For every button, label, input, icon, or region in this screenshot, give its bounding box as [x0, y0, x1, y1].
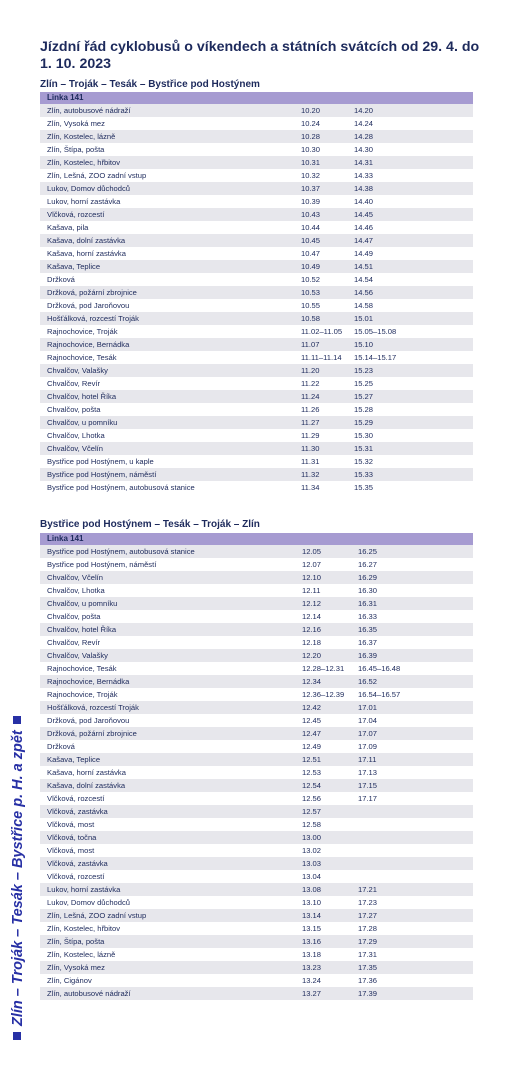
square-bullet-icon: [13, 1032, 21, 1040]
stop-name: Zlín, Lešná, ZOO zadní vstup: [47, 171, 147, 180]
departure-time-1: 12.05: [302, 547, 322, 556]
timetable-row: [40, 974, 473, 987]
stop-name: Chvalčov, hotel Říka: [47, 625, 117, 634]
departure-time-1: 11.34: [301, 483, 320, 492]
departure-time-2: 15.29: [354, 418, 374, 427]
departure-time-2: 16.39: [358, 651, 378, 660]
departure-time-2: 17.11: [358, 755, 377, 764]
timetable-row: [40, 182, 473, 195]
side-route-text: Zlín – Troják – Tesák – Bystřice p. H. a zpět: [10, 730, 26, 1026]
departure-time-2: 16.31: [358, 599, 378, 608]
departure-time-2: 17.29: [358, 937, 378, 946]
departure-time-1: 12.57: [302, 807, 322, 816]
departure-time-2: 15.31: [354, 444, 374, 453]
stop-name: Rajnochovice, Bernádka: [47, 677, 130, 686]
timetable-row: [40, 831, 473, 844]
departure-time-1: 10.28: [301, 132, 321, 141]
departure-time-1: 11.02–11.05: [301, 327, 343, 336]
departure-time-1: 12.10: [302, 573, 322, 582]
departure-time-2: 17.01: [358, 703, 378, 712]
departure-time-1: 10.30: [301, 145, 321, 154]
timetable-row: [40, 896, 473, 909]
return-rows: [40, 545, 473, 1000]
timetable-row: [40, 597, 473, 610]
outbound-timetable: [40, 92, 473, 494]
stop-name: Držková: [47, 742, 75, 751]
departure-time-1: 12.18: [302, 638, 322, 647]
timetable-row: [40, 429, 473, 442]
departure-time-2: 16.37: [358, 638, 378, 647]
departure-time-1: 11.30: [301, 444, 320, 453]
timetable-row: [40, 221, 473, 234]
departure-time-1: 13.27: [302, 989, 322, 998]
stop-name: Chvalčov, hotel Říka: [47, 392, 117, 401]
stop-name: Kašava, Teplice: [47, 262, 101, 271]
return-timetable: [40, 533, 473, 1000]
departure-time-1: 10.52: [301, 275, 321, 284]
departure-time-2: 17.07: [358, 729, 378, 738]
stop-name: Chvalčov, Valašky: [47, 651, 108, 660]
timetable-row: [40, 610, 473, 623]
departure-time-1: 12.14: [302, 612, 322, 621]
timetable-row: [40, 403, 473, 416]
departure-time-2: 17.31: [358, 950, 378, 959]
stop-name: Lukov, horní zastávka: [47, 197, 121, 206]
departure-time-1: 10.45: [301, 236, 321, 245]
side-route-label: [8, 716, 28, 1040]
timetable-row: [40, 312, 473, 325]
timetable-row: [40, 377, 473, 390]
departure-time-2: 15.14–15.17: [354, 353, 397, 362]
departure-time-2: 15.30: [354, 431, 374, 440]
stop-name: Rajnochovice, Bernádka: [47, 340, 130, 349]
departure-time-2: 17.36: [358, 976, 378, 985]
stop-name: Rajnochovice, Troják: [47, 327, 118, 336]
departure-time-1: 13.10: [302, 898, 322, 907]
departure-time-2: 16.25: [358, 547, 378, 556]
stop-name: Vlčková, rozcestí: [47, 872, 105, 881]
stop-name: Zlín, autobusové nádraží: [47, 989, 131, 998]
timetable-row: [40, 195, 473, 208]
departure-time-1: 12.34: [302, 677, 322, 686]
timetable-row: [40, 390, 473, 403]
departure-time-2: 17.21: [358, 885, 378, 894]
departure-time-2: 14.24: [354, 119, 374, 128]
departure-time-1: 13.03: [302, 859, 322, 868]
departure-time-2: 14.31: [354, 158, 374, 167]
departure-time-2: 15.35: [354, 483, 374, 492]
timetable-row: [40, 299, 473, 312]
departure-time-1: 13.16: [302, 937, 322, 946]
timetable-row: [40, 143, 473, 156]
stop-name: Zlín, Štípa, pošta: [47, 937, 105, 946]
stop-name: Vlčková, rozcestí: [47, 210, 105, 219]
departure-time-1: 10.37: [301, 184, 321, 193]
departure-time-2: 14.45: [354, 210, 374, 219]
departure-time-1: 13.18: [302, 950, 322, 959]
departure-time-1: 10.53: [301, 288, 321, 297]
departure-time-1: 12.16: [302, 625, 322, 634]
departure-time-1: 12.11: [302, 586, 321, 595]
stop-name: Lukov, Domov důchodců: [47, 184, 131, 193]
departure-time-1: 10.24: [301, 119, 321, 128]
departure-time-2: 15.05–15.08: [354, 327, 397, 336]
timetable-row: [40, 701, 473, 714]
stop-name: Bystřice pod Hostýnem, autobusová stanice: [47, 483, 195, 492]
timetable-row: [40, 247, 473, 260]
timetable-row: [40, 623, 473, 636]
stop-name: Kašava, horní zastávka: [47, 249, 126, 258]
timetable-row: [40, 844, 473, 857]
departure-time-1: 11.20: [301, 366, 320, 375]
departure-time-1: 11.27: [301, 418, 320, 427]
departure-time-2: 17.35: [358, 963, 378, 972]
outbound-route-title: Zlín – Troják – Tesák – Bystřice pod Hostýnem: [40, 79, 260, 90]
timetable-row: [40, 805, 473, 818]
timetable-row: [40, 351, 473, 364]
departure-time-2: 14.51: [354, 262, 374, 271]
departure-time-2: 14.58: [354, 301, 374, 310]
departure-time-2: 14.38: [354, 184, 374, 193]
departure-time-1: 13.15: [302, 924, 322, 933]
timetable-row: [40, 286, 473, 299]
departure-time-2: 15.25: [354, 379, 374, 388]
stop-name: Zlín, autobusové nádraží: [47, 106, 131, 115]
departure-time-1: 12.47: [302, 729, 322, 738]
departure-time-2: 14.40: [354, 197, 374, 206]
stop-name: Kašava, pila: [47, 223, 89, 232]
departure-time-1: 12.51: [302, 755, 322, 764]
departure-time-2: 16.54–16.57: [358, 690, 401, 699]
departure-time-1: 12.12: [302, 599, 322, 608]
departure-time-2: 14.56: [354, 288, 374, 297]
stop-name: Hošťálková, rozcestí Troják: [47, 314, 139, 323]
departure-time-2: 16.30: [358, 586, 378, 595]
departure-time-1: 11.07: [301, 340, 320, 349]
timetable-row: [40, 792, 473, 805]
departure-time-1: 10.58: [301, 314, 321, 323]
timetable-row: [40, 104, 473, 117]
timetable-row: [40, 442, 473, 455]
timetable-row: [40, 156, 473, 169]
departure-time-1: 13.08: [302, 885, 322, 894]
departure-time-1: 13.04: [302, 872, 322, 881]
departure-time-2: 16.29: [358, 573, 378, 582]
stop-name: Zlín, Kostelec, lázně: [47, 950, 116, 959]
departure-time-1: 10.47: [301, 249, 321, 258]
stop-name: Chvalčov, Lhotka: [47, 431, 105, 440]
departure-time-2: 17.28: [358, 924, 378, 933]
departure-time-1: 13.14: [302, 911, 322, 920]
stop-name: Rajnochovice, Tesák: [47, 353, 117, 362]
return-line-header: Linka 141: [40, 533, 473, 545]
stop-name: Držková: [47, 275, 75, 284]
timetable-row: [40, 169, 473, 182]
timetable-row: [40, 909, 473, 922]
stop-name: Rajnochovice, Troják: [47, 690, 118, 699]
timetable-row: [40, 727, 473, 740]
timetable-row: [40, 545, 473, 558]
timetable-row: [40, 857, 473, 870]
stop-name: Chvalčov, Včelín: [47, 444, 103, 453]
stop-name: Hošťálková, rozcestí Troják: [47, 703, 139, 712]
timetable-row: [40, 325, 473, 338]
timetable-row: [40, 208, 473, 221]
departure-time-2: 16.45–16.48: [358, 664, 401, 673]
departure-time-1: 12.53: [302, 768, 322, 777]
departure-time-1: 11.29: [301, 431, 320, 440]
departure-time-2: 17.27: [358, 911, 378, 920]
timetable-row: [40, 961, 473, 974]
departure-time-1: 13.02: [302, 846, 322, 855]
stop-name: Kašava, horní zastávka: [47, 768, 126, 777]
departure-time-2: 16.33: [358, 612, 378, 621]
departure-time-1: 12.36–12.39: [302, 690, 345, 699]
stop-name: Chvalčov, Lhotka: [47, 586, 105, 595]
stop-name: Držková, požární zbrojnice: [47, 729, 137, 738]
departure-time-2: 17.39: [358, 989, 378, 998]
departure-time-1: 10.49: [301, 262, 321, 271]
timetable-row: [40, 234, 473, 247]
stop-name: Držková, požární zbrojnice: [47, 288, 137, 297]
timetable-row: [40, 922, 473, 935]
departure-time-2: 14.20: [354, 106, 374, 115]
stop-name: Chvalčov, pošta: [47, 612, 101, 621]
timetable-row: [40, 779, 473, 792]
stop-name: Vlčková, točna: [47, 833, 97, 842]
stop-name: Bystřice pod Hostýnem, u kaple: [47, 457, 154, 466]
stop-name: Bystřice pod Hostýnem, náměstí: [47, 560, 157, 569]
departure-time-1: 11.11–11.14: [301, 353, 342, 362]
departure-time-2: 14.30: [354, 145, 374, 154]
timetable-row: [40, 688, 473, 701]
stop-name: Rajnochovice, Tesák: [47, 664, 117, 673]
departure-time-1: 10.44: [301, 223, 321, 232]
departure-time-2: 17.23: [358, 898, 378, 907]
stop-name: Držková, pod Jaroňovou: [47, 716, 130, 725]
departure-time-2: 16.27: [358, 560, 378, 569]
departure-time-1: 12.20: [302, 651, 322, 660]
departure-time-2: 17.09: [358, 742, 378, 751]
departure-time-2: 14.54: [354, 275, 374, 284]
stop-name: Vlčková, zastávka: [47, 807, 108, 816]
departure-time-1: 11.26: [301, 405, 320, 414]
departure-time-2: 17.15: [358, 781, 378, 790]
page-title: Jízdní řád cyklobusů o víkendech a státních svátcích od 29. 4. do 1. 10. 2023: [40, 39, 480, 72]
departure-time-1: 12.54: [302, 781, 322, 790]
timetable-row: [40, 935, 473, 948]
stop-name: Lukov, horní zastávka: [47, 885, 121, 894]
stop-name: Kašava, Teplice: [47, 755, 101, 764]
departure-time-1: 11.32: [301, 470, 320, 479]
stop-name: Chvalčov, Revír: [47, 638, 101, 647]
departure-time-2: 15.23: [354, 366, 374, 375]
timetable-row: [40, 740, 473, 753]
stop-name: Kašava, dolní zastávka: [47, 236, 126, 245]
departure-time-2: 15.27: [354, 392, 374, 401]
timetable-row: [40, 714, 473, 727]
departure-time-2: 15.01: [354, 314, 374, 323]
stop-name: Chvalčov, Včelín: [47, 573, 103, 582]
stop-name: Lukov, Domov důchodců: [47, 898, 131, 907]
departure-time-1: 12.45: [302, 716, 322, 725]
timetable-row: [40, 571, 473, 584]
stop-name: Chvalčov, Revír: [47, 379, 101, 388]
departure-time-2: 16.35: [358, 625, 378, 634]
timetable-row: [40, 675, 473, 688]
departure-time-1: 13.24: [302, 976, 322, 985]
timetable-row: [40, 260, 473, 273]
departure-time-2: 14.47: [354, 236, 374, 245]
stop-name: Chvalčov, Valašky: [47, 366, 108, 375]
stop-name: Zlín, Kostelec, hřbitov: [47, 924, 121, 933]
stop-name: Držková, pod Jaroňovou: [47, 301, 130, 310]
departure-time-1: 10.55: [301, 301, 321, 310]
timetable-row: [40, 338, 473, 351]
departure-time-1: 10.32: [301, 171, 321, 180]
stop-name: Chvalčov, u pomníku: [47, 599, 118, 608]
stop-name: Zlín, Vysoká mez: [47, 119, 105, 128]
departure-time-2: 17.04: [358, 716, 378, 725]
stop-name: Zlín, Kostelec, lázně: [47, 132, 116, 141]
departure-time-1: 10.31: [301, 158, 321, 167]
stop-name: Zlín, Lešná, ZOO zadní vstup: [47, 911, 147, 920]
departure-time-2: 14.46: [354, 223, 374, 232]
stop-name: Chvalčov, u pomníku: [47, 418, 118, 427]
stop-name: Zlín, Štípa, pošta: [47, 145, 105, 154]
departure-time-2: 15.32: [354, 457, 374, 466]
departure-time-1: 12.56: [302, 794, 322, 803]
timetable-row: [40, 766, 473, 779]
timetable-row: [40, 117, 473, 130]
stop-name: Vlčková, most: [47, 820, 95, 829]
departure-time-1: 11.31: [301, 457, 320, 466]
departure-time-1: 12.42: [302, 703, 322, 712]
departure-time-2: 17.17: [358, 794, 378, 803]
timetable-row: [40, 753, 473, 766]
timetable-row: [40, 636, 473, 649]
stop-name: Zlín, Kostelec, hřbitov: [47, 158, 121, 167]
outbound-line-header: Linka 141: [40, 92, 473, 104]
timetable-row: [40, 662, 473, 675]
timetable-row: [40, 948, 473, 961]
departure-time-2: 17.13: [358, 768, 378, 777]
departure-time-1: 12.49: [302, 742, 322, 751]
timetable-row: [40, 468, 473, 481]
stop-name: Vlčková, zastávka: [47, 859, 108, 868]
departure-time-2: 14.28: [354, 132, 374, 141]
departure-time-1: 13.00: [302, 833, 322, 842]
timetable-row: [40, 416, 473, 429]
timetable-row: [40, 987, 473, 1000]
square-bullet-icon: [13, 716, 21, 724]
timetable-row: [40, 364, 473, 377]
timetable-row: [40, 818, 473, 831]
departure-time-2: 15.33: [354, 470, 374, 479]
departure-time-1: 11.24: [301, 392, 320, 401]
outbound-rows: [40, 104, 473, 494]
departure-time-2: 14.33: [354, 171, 374, 180]
stop-name: Vlčková, rozcestí: [47, 794, 105, 803]
departure-time-1: 10.20: [301, 106, 321, 115]
timetable-row: [40, 558, 473, 571]
timetable-row: [40, 455, 473, 468]
departure-time-1: 12.07: [302, 560, 322, 569]
stop-name: Kašava, dolní zastávka: [47, 781, 126, 790]
stop-name: Bystřice pod Hostýnem, autobusová stanice: [47, 547, 195, 556]
timetable-row: [40, 130, 473, 143]
timetable-row: [40, 870, 473, 883]
timetable-row: [40, 273, 473, 286]
departure-time-1: 12.28–12.31: [302, 664, 345, 673]
departure-time-2: 15.10: [354, 340, 374, 349]
stop-name: Vlčková, most: [47, 846, 95, 855]
departure-time-1: 10.39: [301, 197, 321, 206]
stop-name: Zlín, Vysoká mez: [47, 963, 105, 972]
departure-time-1: 13.23: [302, 963, 322, 972]
departure-time-2: 14.49: [354, 249, 374, 258]
departure-time-2: 16.52: [358, 677, 378, 686]
departure-time-2: 15.28: [354, 405, 374, 414]
stop-name: Chvalčov, pošta: [47, 405, 101, 414]
stop-name: Bystřice pod Hostýnem, náměstí: [47, 470, 157, 479]
stop-name: Zlín, Cigánov: [47, 976, 92, 985]
departure-time-1: 10.43: [301, 210, 321, 219]
departure-time-1: 11.22: [301, 379, 320, 388]
timetable-row: [40, 584, 473, 597]
return-route-title: Bystřice pod Hostýnem – Tesák – Troják – Zlín: [40, 519, 260, 530]
timetable-row: [40, 649, 473, 662]
timetable-row: [40, 481, 473, 494]
timetable-row: [40, 883, 473, 896]
departure-time-1: 12.58: [302, 820, 322, 829]
